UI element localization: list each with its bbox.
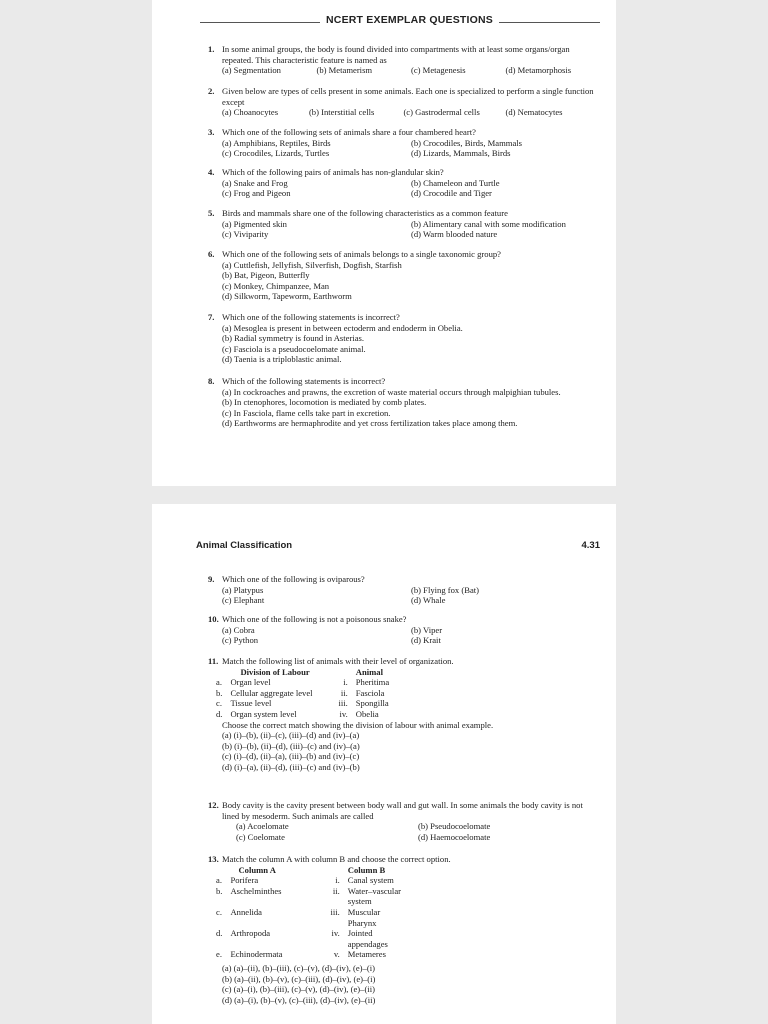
row-key-a: d. (216, 928, 223, 939)
question-stem: Which one of the following is not a poisonous snake? (222, 614, 407, 624)
row-value-a: Arthropoda (230, 928, 271, 939)
question-11 (208, 656, 600, 773)
question-13 (208, 854, 600, 1005)
row-key-a: a. (216, 875, 222, 886)
match-instruction: Choose the correct match showing the division of labour with animal example. (222, 719, 494, 730)
question-number: 3. (208, 127, 215, 137)
row-value-a: Annelida (230, 906, 262, 917)
option-c[interactable]: (c) Python (222, 635, 259, 646)
question-5 (208, 208, 600, 240)
row-value-b: Pheritima (355, 677, 390, 688)
column-a-header: Division of Labour (240, 666, 310, 677)
option-a[interactable]: (a) Cobra (222, 624, 255, 635)
question-2 (208, 86, 600, 118)
option-c[interactable]: (c) (a)–(i), (b)–(iii), (c)–(v), (d)–(iv), (e)–(ii) (222, 984, 375, 995)
match-row (212, 698, 393, 709)
row-value-b: Spongilla (355, 698, 389, 709)
option-c[interactable]: (c) Crocodiles, Lizards, Turtles (222, 148, 330, 159)
options-row-1 (222, 178, 600, 189)
row-key-b: iii. (330, 906, 340, 917)
page-2 (152, 504, 616, 1024)
option-a[interactable]: (a) Snake and Frog (222, 177, 288, 188)
option-b[interactable]: (b) (i)–(b), (ii)–(d), (iii)–(c) and (iv)–(a) (222, 740, 360, 751)
option-b[interactable]: (b) Chameleon and Turtle (411, 177, 500, 188)
row-key-a: b. (216, 885, 223, 896)
question-stem: Which one of the following statements is incorrect? (222, 312, 400, 322)
option-b[interactable]: (b) Bat, Pigeon, Butterfly (222, 270, 310, 281)
row-key-b: i. (335, 875, 340, 886)
question-number: 12. (208, 800, 219, 810)
match-row (212, 907, 414, 928)
chapter-title: Animal Classification (196, 540, 293, 551)
question-stem: Birds and mammals share one of the following characteristics as a common feature (222, 208, 508, 218)
option-b[interactable]: (b) Alimentary canal with some modification (411, 218, 566, 229)
match-row (212, 677, 393, 688)
question-stem: In some animal groups, the body is found divided into compartments with at least some organs/organ repeated. This characteristic feature is named as (222, 44, 570, 65)
option-b[interactable]: (b) Flying fox (Bat) (411, 584, 480, 595)
option-a[interactable]: (a) Mesoglea is present in between ectoderm and endoderm in Obelia. (222, 322, 463, 333)
row-key-b: i. (343, 677, 348, 688)
row-value-b: Jointed appendages (347, 928, 388, 949)
page-number: 4.31 (581, 540, 600, 551)
running-head (196, 540, 600, 554)
option-c[interactable]: (c) Gastrodermal cells (403, 107, 480, 118)
row-value-b: Fasciola (355, 687, 385, 698)
row-value-a: Echinodermata (230, 949, 283, 960)
option-d[interactable]: (d) Haemocoelomate (418, 831, 491, 842)
question-number: 10. (208, 614, 219, 624)
question-stem: Match the column A with column B and choose the correct option. (222, 854, 451, 864)
question-number: 5. (208, 208, 215, 218)
option-c[interactable]: (c) Metagenesis (411, 65, 466, 76)
row-key-b: iv. (331, 928, 340, 939)
match-row (212, 949, 414, 960)
options-row-2 (236, 832, 600, 843)
row-value-a: Porifera (230, 875, 259, 886)
match-row (212, 886, 414, 907)
question-8 (208, 376, 600, 429)
match-table (212, 667, 393, 720)
option-d[interactable]: (d) Whale (411, 595, 446, 606)
question-3 (208, 127, 600, 159)
row-value-a: Cellular aggregate level (230, 687, 313, 698)
option-c[interactable]: (c) Viviparity (222, 229, 269, 240)
option-d[interactable]: (d) (a)–(i), (b)–(v), (c)–(iii), (d)–(iv), (e)–(ii) (222, 994, 376, 1005)
match-row (212, 875, 414, 886)
row-value-b: Canal system (347, 875, 394, 886)
option-c[interactable]: (c) Frog and Pigeon (222, 188, 291, 199)
question-number: 9. (208, 574, 215, 584)
match-header-row (212, 865, 414, 876)
match-row (212, 928, 414, 949)
section-header (200, 14, 600, 30)
question-7 (208, 312, 600, 365)
option-d[interactable]: (d) Metamorphosis (505, 65, 572, 76)
question-number: 4. (208, 167, 215, 177)
row-key-b: ii. (332, 885, 340, 896)
options (222, 963, 600, 1005)
question-12 (208, 800, 600, 842)
options (222, 65, 600, 76)
row-key-b: ii. (340, 687, 348, 698)
options (222, 260, 600, 302)
option-c[interactable]: (c) In Fasciola, flame cells take part in excretion. (222, 407, 391, 418)
option-a[interactable]: (a) Cuttlefish, Jellyfish, Silverfish, Dogfish, Starfish (222, 259, 402, 270)
option-a[interactable]: (a) In cockroaches and prawns, the excretion of waste material occurs through malpighian tubules. (222, 386, 561, 397)
option-b[interactable]: (b) Metamerism (316, 65, 373, 76)
option-a[interactable]: (a) (a)–(ii), (b)–(iii), (c)–(v), (d)–(iv), (e)–(i) (222, 962, 375, 973)
option-b[interactable]: (b) (a)–(ii), (b)–(v), (c)–(iii), (d)–(iv), (e)–(i) (222, 973, 376, 984)
match-header-row (212, 667, 393, 678)
question-1 (208, 44, 600, 76)
option-c[interactable]: (c) Fasciola is a pseudocoelomate animal. (222, 343, 366, 354)
option-c[interactable]: (c) Monkey, Chimpanzee, Man (222, 280, 330, 291)
option-a[interactable]: (a) Segmentation (222, 65, 281, 76)
question-number: 1. (208, 44, 215, 54)
row-key-a: c. (216, 906, 222, 917)
options-row-2 (222, 595, 600, 606)
row-value-a: Organ level (230, 677, 271, 688)
options (222, 730, 600, 772)
options-row-2 (222, 148, 600, 159)
option-c[interactable]: (c) Elephant (222, 595, 265, 606)
row-key-b: iii. (338, 698, 348, 709)
match-row (212, 709, 393, 720)
question-number: 13. (208, 854, 219, 864)
option-a[interactable]: (a) (i)–(b), (ii)–(c), (iii)–(d) and (iv)–(a) (222, 730, 360, 741)
question-stem: Which one of the following sets of animals belongs to a single taxonomic group? (222, 249, 501, 259)
option-b[interactable]: (b) In ctenophores, locomotion is mediated by comb plates. (222, 397, 427, 408)
options-row-1 (222, 219, 600, 230)
column-b-header: Column B (347, 864, 386, 875)
option-b[interactable]: (b) Interstitial cells (308, 107, 375, 118)
row-value-a: Aschelminthes (230, 885, 282, 896)
question-number: 2. (208, 86, 215, 96)
row-value-b: Metameres (347, 949, 386, 960)
question-stem: Match the following list of animals with their level of organization. (222, 656, 454, 666)
row-key-a: d. (216, 708, 223, 719)
option-c[interactable]: (c) (i)–(d), (ii)–(a), (iii)–(b) and (iv)–(c) (222, 751, 360, 762)
question-stem: Which of the following pairs of animals has non-glandular skin? (222, 167, 444, 177)
option-b[interactable]: (b) Pseudocoelomate (418, 821, 491, 832)
row-value-b: Muscular Pharynx (347, 906, 381, 928)
question-stem: Which one of the following sets of animals share a four chambered heart? (222, 127, 476, 137)
question-9 (208, 574, 600, 606)
row-key-a: e. (216, 949, 222, 960)
row-value-b: Water–vascular system (347, 885, 401, 907)
question-6 (208, 249, 600, 302)
option-d[interactable]: (d) Taenia is a triploblastic animal. (222, 354, 342, 365)
section-title: NCERT EXEMPLAR QUESTIONS (320, 14, 499, 26)
option-b[interactable]: (b) Radial symmetry is found in Asterias. (222, 333, 365, 344)
option-a[interactable]: (a) Amphibians, Reptiles, Birds (222, 137, 331, 148)
question-4 (208, 167, 600, 199)
options-row-1 (222, 625, 600, 636)
question-10 (208, 614, 600, 646)
row-value-b: Obelia (355, 708, 379, 719)
option-b[interactable]: (b) Viper (411, 624, 443, 635)
question-stem: Which of the following statements is incorrect? (222, 376, 386, 386)
options-row-2 (222, 635, 600, 646)
row-key-a: c. (216, 698, 222, 709)
row-key-b: iv. (339, 708, 348, 719)
option-d[interactable]: (d) Krait (411, 635, 441, 646)
row-value-a: Tissue level (230, 698, 272, 709)
option-c[interactable]: (c) Coelomate (236, 831, 285, 842)
question-stem: Given below are types of cells present in some animals. Each one is specialized to perform a single function except (222, 86, 594, 107)
row-key-a: a. (216, 677, 222, 688)
options (222, 323, 600, 365)
option-a[interactable]: (a) Acoelomate (236, 821, 289, 832)
option-a[interactable]: (a) Platypus (222, 584, 264, 595)
options-row-1 (222, 585, 600, 596)
option-a[interactable]: (a) Pigmented skin (222, 218, 287, 229)
match-table (212, 865, 414, 960)
row-value-a: Organ system level (230, 708, 297, 719)
question-number: 8. (208, 376, 215, 386)
options-row-2 (222, 229, 600, 240)
match-row (212, 688, 393, 699)
row-key-b: v. (333, 949, 340, 960)
option-d[interactable]: (d) Earthworms are hermaphrodite and yet cross fertilization takes place among them. (222, 418, 518, 429)
options-row-1 (222, 138, 600, 149)
page-1 (152, 0, 616, 486)
option-d[interactable]: (d) Crocodile and Tiger (411, 188, 492, 199)
row-key-a: b. (216, 687, 223, 698)
option-d[interactable]: (d) Nematocytes (505, 107, 563, 118)
column-b-header: Animal (355, 666, 383, 677)
option-d[interactable]: (d) (i)–(a), (ii)–(d), (iii)–(c) and (iv)–(b) (222, 761, 360, 772)
option-a[interactable]: (a) Choanocytes (222, 107, 279, 118)
question-number: 7. (208, 312, 215, 322)
question-number: 6. (208, 249, 215, 259)
options-row-2 (222, 188, 600, 199)
options (222, 107, 600, 118)
question-number: 11. (208, 656, 219, 666)
option-d[interactable]: (d) Warm blooded nature (411, 229, 498, 240)
options-row-1 (236, 821, 600, 832)
question-stem: Body cavity is the cavity present between body wall and gut wall. In some animals the body cavity is not lined by mesoderm. Such animals are called (222, 800, 583, 821)
option-d[interactable]: (d) Silkworm, Tapeworm, Earthworm (222, 291, 352, 302)
question-stem: Which one of the following is oviparous? (222, 574, 365, 584)
option-d[interactable]: (d) Lizards, Mammals, Birds (411, 148, 511, 159)
option-b[interactable]: (b) Crocodiles, Birds, Mammals (411, 137, 522, 148)
column-a-header: Column A (238, 864, 276, 875)
options (222, 387, 600, 429)
